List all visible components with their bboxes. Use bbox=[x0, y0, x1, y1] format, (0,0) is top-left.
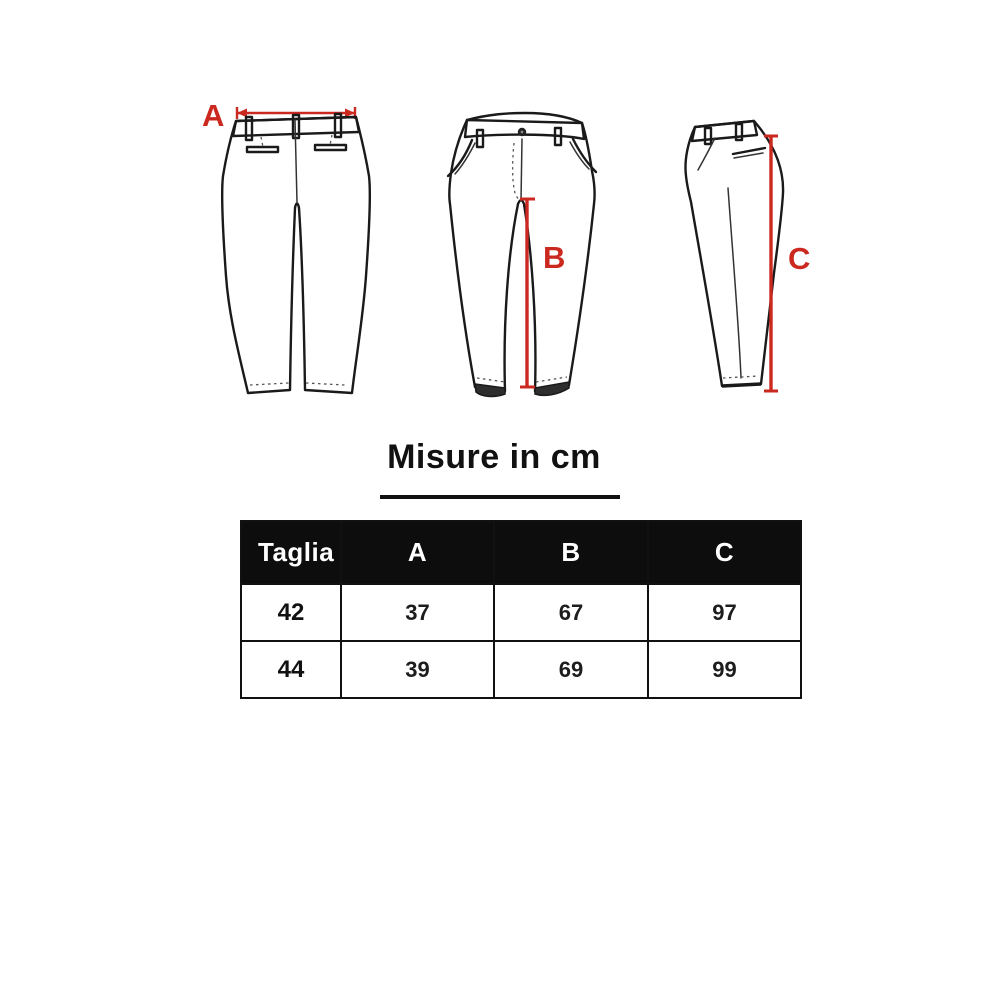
measure-label-c: C bbox=[788, 241, 811, 276]
column-header-taglia: Taglia bbox=[241, 521, 341, 584]
cell-size-44: 44 bbox=[241, 641, 341, 698]
size-table-row-44 bbox=[241, 641, 801, 698]
measure-label-a: A bbox=[202, 98, 225, 133]
size-table bbox=[240, 520, 802, 699]
size-table-row-42 bbox=[241, 584, 801, 641]
cell-42-c: 97 bbox=[648, 584, 801, 641]
cell-42-b: 67 bbox=[494, 584, 648, 641]
column-header-c: C bbox=[648, 521, 801, 584]
pants-front-view-figure bbox=[438, 103, 606, 406]
pants-back-view-icon bbox=[220, 96, 372, 406]
pants-front-view-icon bbox=[438, 103, 606, 406]
column-header-b: B bbox=[494, 521, 648, 584]
size-table-header-row bbox=[241, 521, 801, 584]
cell-size-42: 42 bbox=[241, 584, 341, 641]
measure-label-b: B bbox=[543, 240, 566, 275]
cell-44-b: 69 bbox=[494, 641, 648, 698]
cell-44-a: 39 bbox=[341, 641, 494, 698]
title-underline bbox=[380, 495, 620, 499]
page-title: Misure in cm bbox=[387, 438, 601, 476]
pants-back-view-figure bbox=[220, 96, 372, 406]
cell-44-c: 99 bbox=[648, 641, 801, 698]
column-header-a: A bbox=[341, 521, 494, 584]
cell-42-a: 37 bbox=[341, 584, 494, 641]
